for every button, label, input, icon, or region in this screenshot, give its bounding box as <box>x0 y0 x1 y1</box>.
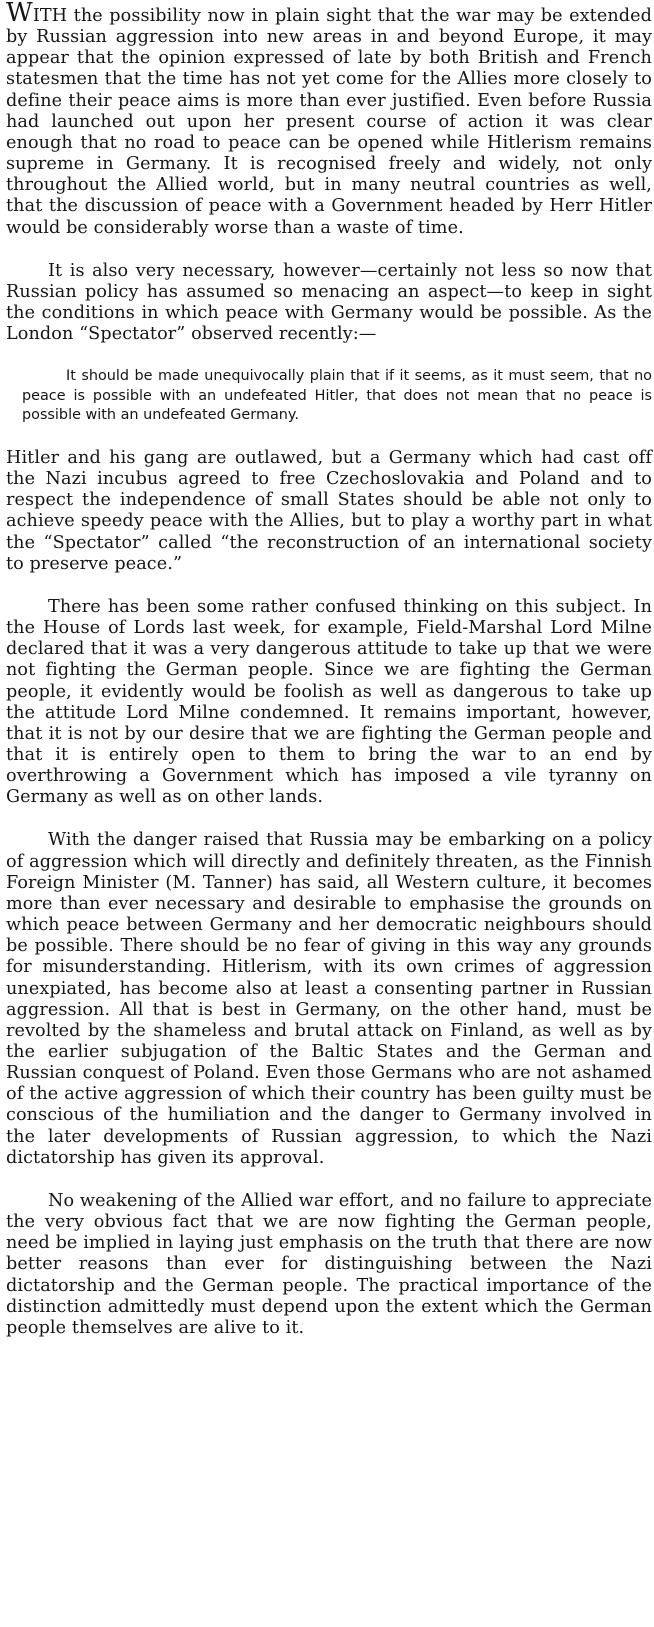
paragraph-4: There has been some rather confused thinking on this subject. In the House of Lords last week, for example, Field-Marshal Lord Milne declared that it was a very dangerous attitude to take up that we were not fighting the German people. Since we are fighting the German people, it evidently would be foolish as well as dangerous to take up the attitude Lord Milne condemned. It remains important, however, that it is not by our desire that we are fighting the German people and that it is entirely open to them to bring the war to an end by overthrowing a Government which has imposed a vile tyranny on Germany as well as on other lands. <box>6 596 652 808</box>
block-quote: It should be made unequivocally plain that if it seems, as it must seem, that no peace is possible with an undefeated Hitler, that does not mean that no peace is possible with an undefeated Germany. <box>22 368 652 423</box>
paragraph-3: Hitler and his gang are outlawed, but a Germany which had cast off the Nazi incubus agreed to free Czechoslovakia and Poland and to respect the independence of small States should be able not only to achieve speedy peace with the Allies, but to play a worthy part in what the “Spectator” called “the reconstruction of an international society to preserve peace.” <box>6 447 652 574</box>
paragraph-6: No weakening of the Allied war effort, and no failure to appreciate the very obvious fact that we are now fighting the German people, need be implied in laying just emphasis on the truth that there are now better reasons than ever for distinguishing between the Nazi dictatorship and the German people. The practical importance of the distinction admittedly must depend upon the extent which the German people themselves are alive to it. <box>6 1190 652 1338</box>
paragraph-2: It is also very necessary, however—certainly not less so now that Russian policy has assumed so menacing an aspect—to keep in sight the conditions in which peace with Germany would be possible. As the London “Spectator” observed recently:— <box>6 260 652 345</box>
article-column <box>6 0 652 1339</box>
paragraph-1-text: ITH the possibility now in plain sight that the war may be extended by Russian aggression into new areas in and beyond Europe, it may appear that the opinion expressed of late by both British and French statesmen that the time has not yet come for the Allies more closely to define their peace aims is more than ever justified. Even before Russia had launched out upon her present course of action it was clear enough that no road to peace can be opened while Hitlerism remains supreme in Germany. It is recognised freely and widely, not only throughout the Allied world, but in many neutral countries as well, that the discussion of peace with a Government headed by Herr Hitler would be considerably worse than a waste of time. <box>6 6 652 238</box>
drop-cap: W <box>6 0 33 28</box>
paragraph-1 <box>6 0 652 239</box>
paragraph-5: With the danger raised that Russia may be embarking on a policy of aggression which will directly and definitely threaten, as the Finnish Foreign Minister (M. Tanner) has said, all Western culture, it becomes more than ever necessary and desirable to emphasise the grounds on which peace between Germany and her democratic neighbours should be possible. There should be no fear of giving in this way any grounds for misunderstanding. Hitlerism, with its own crimes of aggression unexpiated, has become also at least a consenting partner in Russian aggression. All that is best in Germany, on the other hand, must be revolted by the shameless and brutal attack on Finland, as well as by the earlier subjugation of the Baltic States and the German and Russian conquest of Poland. Even those Germans who are not ashamed of the active aggression of which their country has been guilty must be conscious of the humiliation and the danger to Germany involved in the later developments of Russian aggression, to which the Nazi dictatorship has given its approval. <box>6 830 652 1168</box>
